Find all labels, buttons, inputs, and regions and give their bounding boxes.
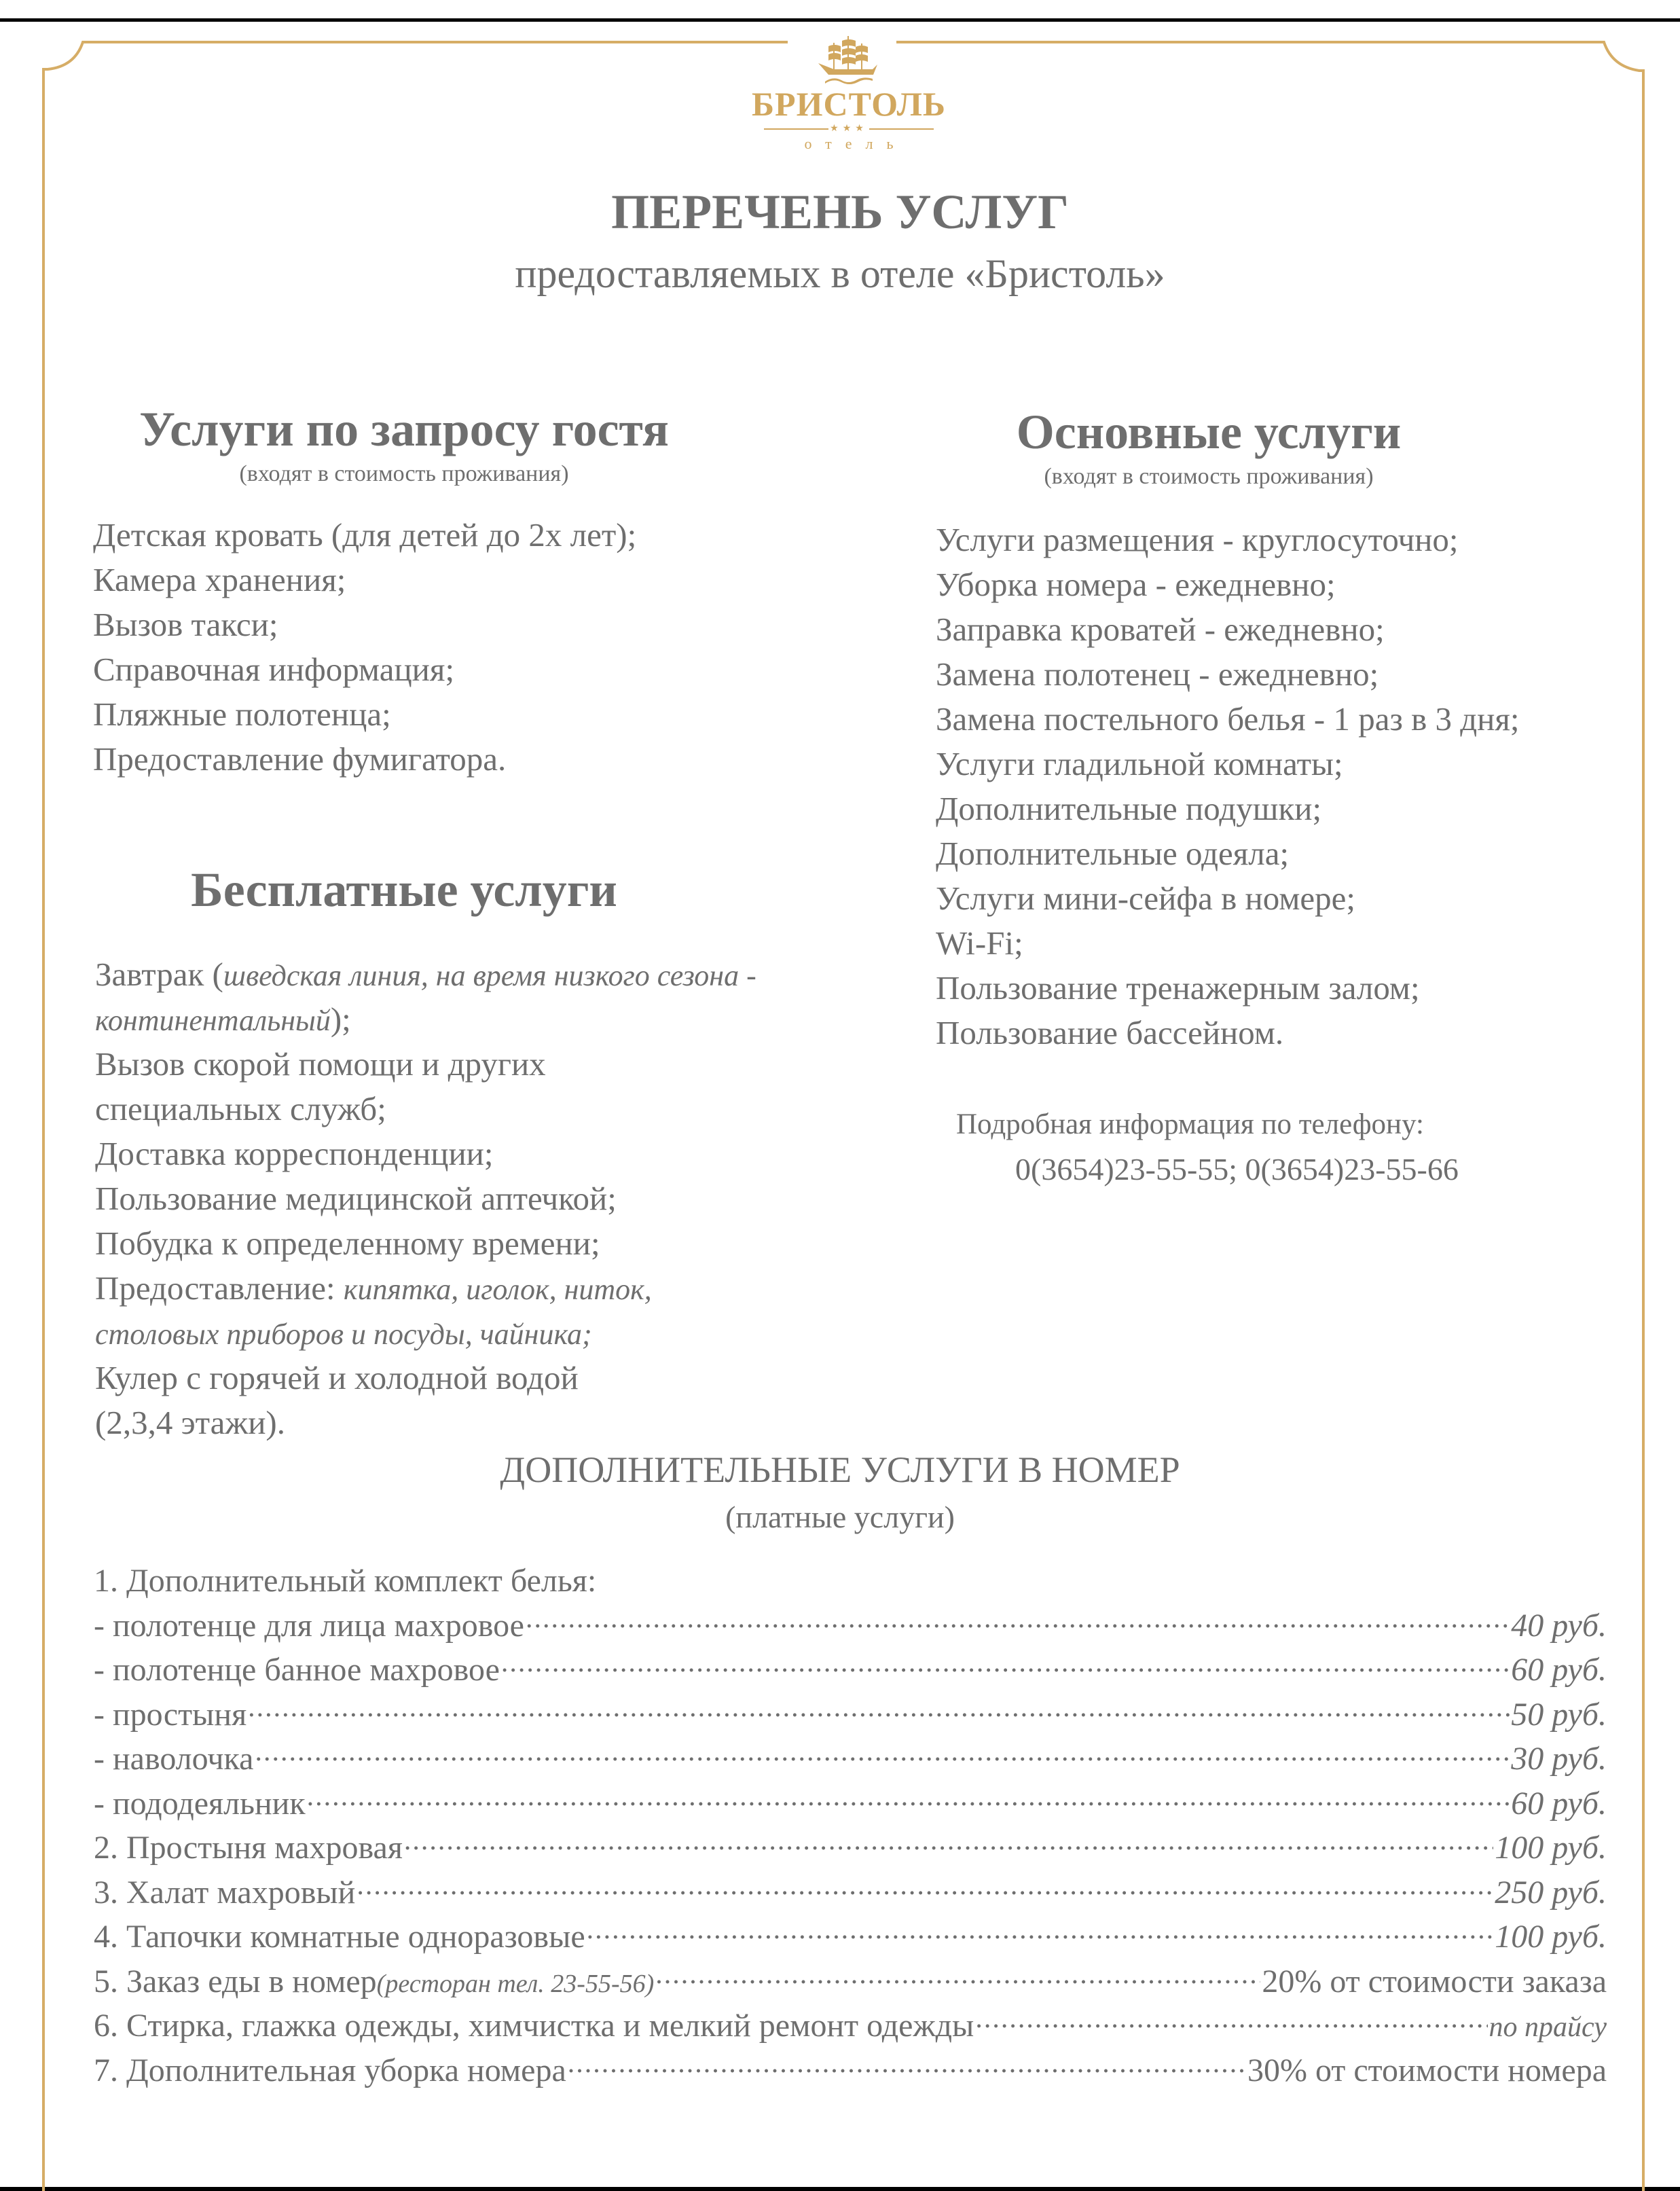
dot-leader — [404, 1826, 1493, 1858]
list-item: Дополнительные одеяла; — [936, 835, 1290, 872]
dot-leader — [255, 1737, 1510, 1769]
list-item: Замена постельного белья - 1 раз в 3 дня; — [936, 700, 1520, 738]
dot-leader — [307, 1781, 1510, 1814]
list-item: Заправка кроватей - ежедневно; — [936, 611, 1385, 648]
list-item-provision-cont — [95, 1311, 756, 1356]
list-item: Дополнительные подушки; — [936, 790, 1322, 827]
breakfast-suffix: ); — [330, 1000, 351, 1038]
price-label: - простыня — [94, 1696, 247, 1733]
price-row-cleaning — [94, 2048, 1607, 2093]
price-row — [94, 1604, 1607, 1648]
free-services-list — [95, 952, 756, 1445]
price-value: 100 руб. — [1495, 1830, 1607, 1866]
list-item: Пользование медицинской аптечкой; — [95, 1180, 617, 1217]
price-row — [94, 1648, 1607, 1692]
page-subtitle: предоставляемых в отеле «Бристоль» — [515, 251, 1165, 296]
price-label: - полотенце для лица махровое — [94, 1607, 524, 1644]
paid-services-note: (платные услуги) — [725, 1500, 955, 1534]
paid-services-list — [94, 1559, 1607, 2093]
price-value: 40 руб. — [1511, 1607, 1607, 1644]
price-row — [94, 1826, 1607, 1870]
list-item-provision — [95, 1266, 756, 1311]
contact-phones[interactable]: 0(3654)23-55-55; 0(3654)23-55-66 — [1015, 1152, 1459, 1187]
price-value: 60 руб. — [1511, 1652, 1607, 1688]
dot-leader — [655, 1959, 1260, 1992]
price-row — [94, 1915, 1607, 1959]
basic-services-list — [936, 518, 1520, 1055]
basic-services-heading: Основные услуги — [1016, 405, 1402, 459]
on-request-note: (входят в стоимость проживания) — [239, 461, 569, 486]
price-label: - наволочка — [94, 1741, 254, 1777]
price-row-laundry — [94, 2004, 1607, 2048]
price-value: 20% от стоимости заказа — [1262, 1963, 1607, 1999]
group-label: 1. Дополнительный комплект белья: — [94, 1563, 597, 1599]
price-row — [94, 1781, 1607, 1826]
breakfast-label: Завтрак ( — [95, 956, 223, 993]
price-label: 7. Дополнительная уборка номера — [94, 2052, 566, 2088]
dot-leader — [501, 1648, 1510, 1680]
price-row — [94, 1870, 1607, 1915]
ship-icon — [747, 34, 951, 86]
price-label: - пододеяльник — [94, 1785, 306, 1822]
list-item: Вызов такси; — [93, 606, 278, 643]
dot-leader — [526, 1604, 1510, 1636]
list-item: Пользование бассейном. — [936, 1014, 1284, 1051]
logo-subtitle: отель — [804, 135, 907, 152]
list-item: Справочная информация; — [93, 651, 455, 688]
list-item: специальных служб; — [95, 1090, 386, 1127]
paid-services-heading: ДОПОЛНИТЕЛЬНЫЕ УСЛУГИ В НОМЕР — [500, 1449, 1180, 1490]
free-services-heading: Бесплатные услуги — [191, 863, 617, 917]
logo-stars: ★★★ — [830, 124, 868, 134]
price-label: 3. Халат махровый — [94, 1874, 356, 1911]
price-row-food — [94, 1959, 1607, 2004]
on-request-list — [93, 513, 636, 782]
dot-leader — [248, 1692, 1510, 1725]
price-row — [94, 1692, 1607, 1737]
breakfast-detail: шведская линия, на время низкого сезона - — [223, 959, 756, 992]
page-title: ПЕРЕЧЕНЬ УСЛУГ — [611, 185, 1069, 239]
list-item: Побудка к определенному времени; — [95, 1225, 600, 1262]
logo-brand-name: БРИСТОЛЬ — [751, 85, 946, 123]
list-item: Детская кровать (для детей до 2х лет); — [93, 516, 637, 554]
list-item: Вызов скорой помощи и других — [95, 1045, 546, 1083]
price-label: - полотенце банное махровое — [94, 1652, 500, 1688]
list-item-breakfast-cont — [95, 997, 756, 1042]
list-item: Предоставление фумигатора. — [93, 740, 507, 778]
price-value: 30% от стоимости номера — [1247, 2052, 1607, 2088]
dot-leader — [357, 1870, 1493, 1903]
price-value: 50 руб. — [1511, 1696, 1607, 1733]
price-label: 2. Простыня махровая — [94, 1830, 403, 1866]
price-row — [94, 1737, 1607, 1781]
list-item: Кулер с горячей и холодной водой — [95, 1359, 579, 1396]
list-item: Доставка корреспонденции; — [95, 1135, 494, 1172]
list-item: (2,3,4 этажи). — [95, 1404, 286, 1441]
price-label: 6. Стирка, глажка одежды, химчистка и мелкий ремонт одежды — [94, 2008, 974, 2044]
price-value: 250 руб. — [1495, 1874, 1607, 1911]
list-item: Услуги гладильной комнаты; — [936, 745, 1343, 782]
hotel-logo — [747, 34, 951, 153]
list-item: Услуги размещения - круглосуточно; — [936, 521, 1459, 558]
list-item: Уборка номера - ежедневно; — [936, 566, 1336, 603]
list-item: Wi-Fi; — [936, 924, 1023, 962]
dot-leader — [568, 2048, 1246, 2081]
price-value: по прайсу — [1489, 2012, 1607, 2043]
price-label: 5. Заказ еды в номер — [94, 1963, 377, 1999]
list-item: Замена полотенец - ежедневно; — [936, 655, 1379, 693]
list-item: Камера хранения; — [93, 561, 346, 598]
list-item: Пользование тренажерным залом; — [936, 969, 1420, 1007]
price-value: 60 руб. — [1511, 1785, 1607, 1822]
price-group-label — [94, 1559, 1607, 1604]
list-item-breakfast — [95, 952, 756, 997]
breakfast-detail-cont: континентальный — [95, 1004, 331, 1037]
price-value: 30 руб. — [1511, 1741, 1607, 1777]
price-label: 4. Тапочки комнатные одноразовые — [94, 1919, 585, 1955]
on-request-heading: Услуги по запросу гостя — [139, 402, 669, 456]
list-item: Услуги мини-сейфа в номере; — [936, 880, 1355, 917]
provision-detail: кипятка, иголок, ниток, — [343, 1273, 652, 1306]
contact-label: Подробная информация по телефону: — [956, 1108, 1424, 1140]
restaurant-phone-note: (ресторан тел. 23-55-56) — [376, 1969, 655, 1998]
price-value: 100 руб. — [1495, 1919, 1607, 1955]
list-item: Пляжные полотенца; — [93, 695, 391, 733]
dot-leader — [975, 2004, 1487, 2036]
basic-services-note: (входят в стоимость проживания) — [1044, 464, 1374, 489]
provision-detail-cont: столовых приборов и посуды, чайника; — [95, 1318, 592, 1351]
provision-label: Предоставление: — [95, 1269, 344, 1307]
dot-leader — [587, 1915, 1494, 1947]
